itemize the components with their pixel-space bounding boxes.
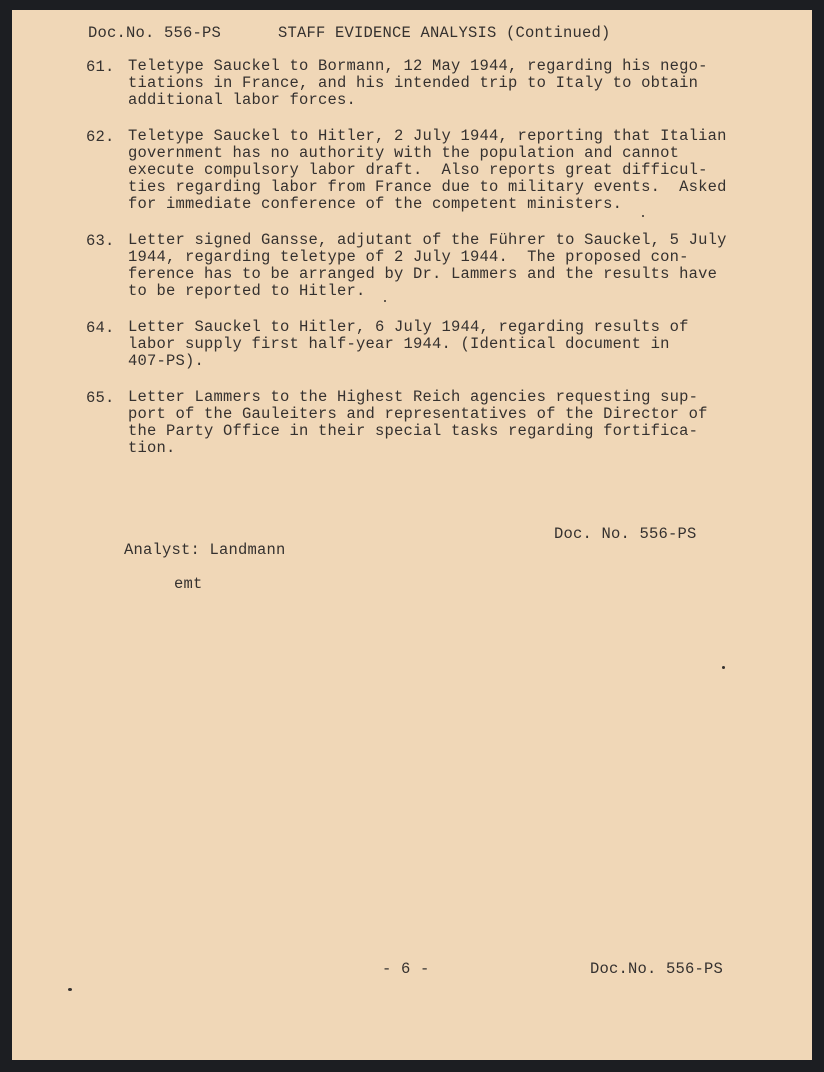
item-line: tiations in France, and his intended trip to Italy to obtain — [128, 74, 699, 92]
page-header — [88, 24, 611, 42]
item-text — [128, 128, 727, 213]
item-line: tion. — [128, 439, 176, 457]
header-doc-number: Doc.No. 556-PS — [88, 24, 222, 42]
evidence-item-62 — [86, 128, 766, 213]
document-page — [12, 10, 812, 1060]
footer-doc-number: Doc.No. 556-PS — [590, 960, 724, 978]
item-line: labor supply first half-year 1944. (Identical document in — [128, 335, 670, 353]
item-number: 62. — [86, 128, 115, 146]
item-line: government has no authority with the population and cannot — [128, 144, 680, 162]
item-number: 64. — [86, 319, 115, 337]
evidence-item-65 — [86, 389, 766, 457]
analyst-initials: emt — [174, 575, 203, 593]
doc-reference: Doc. No. 556-PS — [554, 525, 697, 543]
item-text — [128, 319, 689, 370]
item-line: Teletype Sauckel to Bormann, 12 May 1944, regarding his nego- — [128, 57, 708, 75]
header-title: STAFF EVIDENCE ANALYSIS (Continued) — [278, 24, 611, 42]
item-text — [128, 58, 708, 109]
evidence-list — [86, 58, 766, 476]
item-line: Letter Lammers to the Highest Reich agencies requesting sup- — [128, 388, 699, 406]
paper-speck — [384, 300, 386, 302]
evidence-item-64 — [86, 319, 766, 370]
evidence-item-63 — [86, 232, 766, 300]
item-line: 407-PS). — [128, 352, 205, 370]
item-number: 63. — [86, 232, 115, 250]
paper-speck — [68, 988, 72, 991]
item-line: execute compulsory labor draft. Also reports great difficul- — [128, 161, 708, 179]
item-line: additional labor forces. — [128, 91, 357, 109]
item-line: for immediate conference of the competent ministers. — [128, 195, 623, 213]
item-line: Teletype Sauckel to Hitler, 2 July 1944, reporting that Italian — [128, 127, 727, 145]
item-line: ference has to be arranged by Dr. Lammers and the results have — [128, 265, 718, 283]
analyst-name: Analyst: Landmann — [124, 541, 286, 559]
item-line: Letter Sauckel to Hitler, 6 July 1944, regarding results of — [128, 318, 689, 336]
item-line: port of the Gauleiters and representatives of the Director of — [128, 405, 708, 423]
page-number: - 6 - — [382, 960, 430, 978]
item-line: the Party Office in their special tasks regarding fortifica- — [128, 422, 699, 440]
paper-speck — [642, 215, 644, 217]
paper-speck — [722, 666, 725, 669]
item-line: ties regarding labor from France due to military events. Asked — [128, 178, 727, 196]
item-line: to be reported to Hitler. — [128, 282, 366, 300]
item-line: 1944, regarding teletype of 2 July 1944. The proposed con- — [128, 248, 689, 266]
item-line: Letter signed Gansse, adjutant of the Führer to Sauckel, 5 July — [128, 231, 727, 249]
item-number: 65. — [86, 389, 115, 407]
evidence-item-61 — [86, 58, 766, 109]
item-text — [128, 232, 727, 300]
analyst-block — [86, 525, 286, 627]
item-number: 61. — [86, 58, 115, 76]
item-text — [128, 389, 708, 457]
